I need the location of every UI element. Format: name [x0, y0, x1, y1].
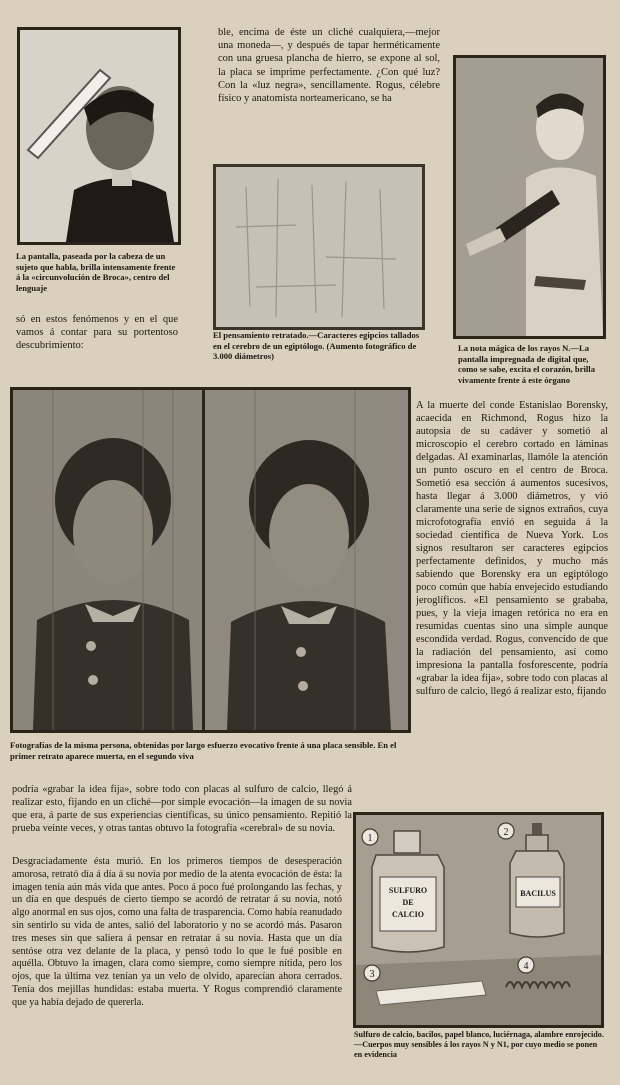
bottle-number-4: 4 — [523, 961, 529, 972]
sensitive-bodies-photo — [353, 812, 604, 1028]
bottle-number-2: 2 — [503, 827, 509, 838]
bottle-number-3: 3 — [369, 969, 375, 980]
caption-head-screen: La pantalla, paseada por la cabeza de un sujeto que habla, brilla intensamente frente á la «circunvolución de Broca», centro del lenguaje — [16, 251, 176, 293]
text-wide-line: podría «grabar la idea fija», sobre todo con placas al sulfuro de calcio, llegó á realizar esto, fijando en un cliché—por simple evocación—la imagen de su novia que era, á parte de sus experiencias científicas, su único pensamiento. Repitió la prueba veinte veces, y otras tantas obtuvo la fotografía «cerebral» de su novia. — [12, 784, 352, 834]
text-left-column-tail: só en estos fenómenos y en el que vamos á contar para su portentoso descubrimiento: — [16, 314, 178, 352]
bottle-number-1: 1 — [367, 833, 373, 844]
bottle-label-calcio: CALCIO — [391, 910, 425, 919]
caption-fotografias: Fotografías de la misma persona, obtenidas por largo esfuerzo evocativo frente á una placa sensible. En el primer retrato aparece muerta, en el segundo viva — [10, 740, 397, 761]
caption-sulfuro: Sulfuro de calcio, bacilos, papel blanco, luciérnaga, alambre enrojecido.—Cuerpos muy sensibles á los rayos N y N1, por cuyo medio se ponen en evidencia — [354, 1030, 604, 1060]
head-profile-photo — [17, 27, 181, 245]
heart-screen-photo — [453, 55, 606, 339]
text-right-column: A la muerte del conde Estanislao Borensky, acaecida en Richmond, Rogus hizo la autopsia de su cadáver y sometió al microscopio el cerebro cortado en láminas delgadas. Al examinarlas, llamóle la atención un punto oscuro en el centro de Broca. Sometió esa sección á aumentos sucesivos, hasta llegar á 3.000 diámetros, y vió claramente una serie de signos extraños, cuya microfotografía envió en seguida á la sociedad científica de Nueva York. Los signos resultaron ser caracteres egipcios perfectamente definidos, y mucho más sabiendo que Borensky era un egiptólogo poco común que había envejecido estudiando jeroglíficos. «El pensamiento se grababa, pues, y la vieja imagen retórica no era en resumidas cuentas sino una simple aunque escondida verdad. Rogus, convencido de que la radiación del pensamiento, así como impresiona la pantalla fosforescente, podría «grabar la idea fija», sobre todo con placas al sulfuro de calcio, llegó á realizar esto, fijando — [416, 400, 608, 697]
bottle-label-de: DE — [402, 898, 414, 907]
portrait-alive-photo — [202, 387, 411, 733]
text-bottom-left-column: Desgraciadamente ésta murió. En los primeros tiempos de desesperación amorosa, retrató día á día á su novia por medio de la atenta evocación de ésta: la imagen tenía aún más vida que antes. Poco á poco fué prolongando las fechas, y un día en que después de cierto tiempo se acordó de retratar á su novia, notó algo anormal en sus ojos, como una falta de trasparencia. Como había reanudado sin sentirlo su vida de antes, salió del laboratorio y no se acordó más. Pasaron tres meses sin que saliera á pensar en retratar á su novia. Hasta que un día sentóse otra vez delante de la placa, y pensó todo lo que le fué posible en aquélla. Obtuvo la imagen, clara como siempre, como siempre nítida, pero los ojos, que la última vez tenían ya un velo de olvido, aparecían ahora cerrados. Tenía dos mejillas hundidas: estaba muerta. Y Rogus comprendió claramente que ya había dejado de quererla. — [12, 856, 342, 1008]
bottle-label-sulfuro: SULFURO — [388, 886, 428, 895]
caption-pensamiento: El pensamiento retratado.—Caracteres egipcios tallados en el cerebro de un egiptólogo. (Aumento fotográfico de 3.000 diámetros) — [213, 330, 420, 362]
bottle-label-bacilus: BACILUS — [520, 889, 556, 898]
microphotograph-photo — [213, 164, 425, 330]
text-top-column: ble, encima de éste un cliché cualquiera,—mejor una moneda—, y después de tapar herméticamente con una gruesa plancha de hierro, se expone al sol, la placa se imprime perfectamente. ¿Con qué luz? Con la «luz negra», sencillamente. Rogus, célebre físico y anatomista norteamericano, se ha — [218, 27, 440, 105]
caption-nota-magica: La nota mágica de los rayos N.—La pantalla impregnada de digital que, como se sabe, excita el corazón, brilla vivamente frente á este órgano — [458, 343, 595, 385]
portrait-dead-photo — [10, 387, 206, 733]
